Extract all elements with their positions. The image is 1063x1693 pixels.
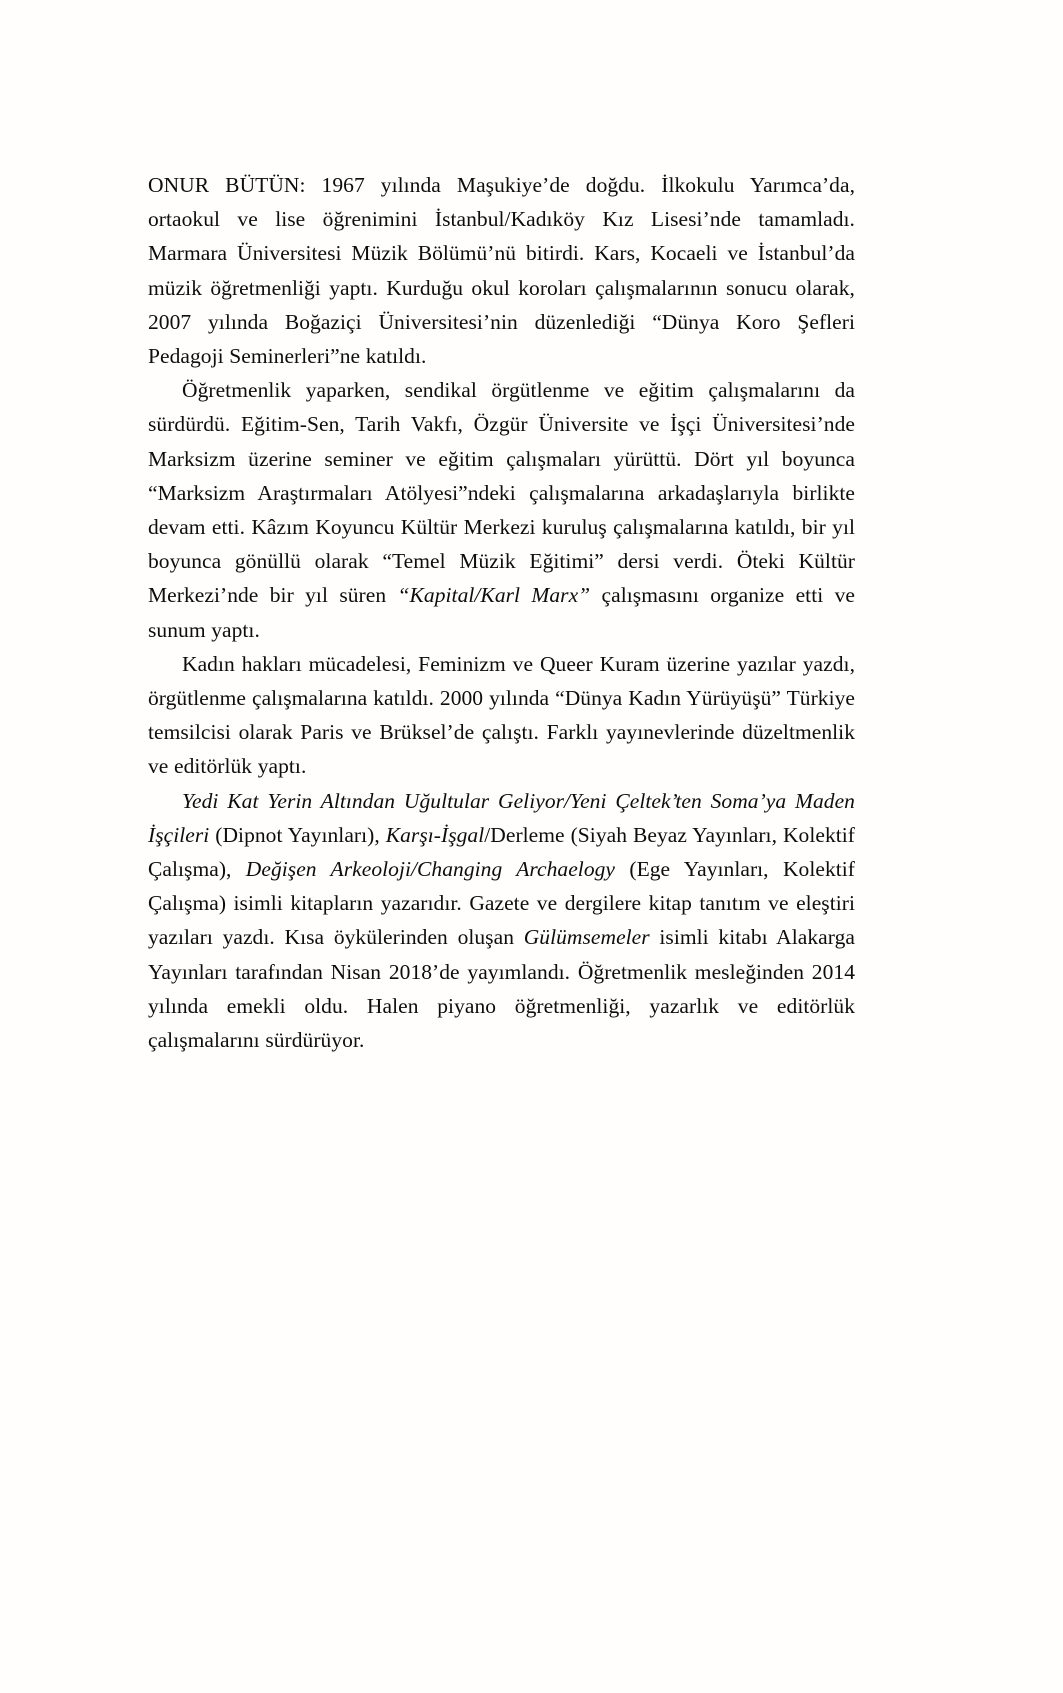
paragraph-womens-rights: [148, 647, 855, 784]
text-run: isimli kitabı Alakarga Yayınları tarafından Nisan 2018’de yayımlandı. Öğretmenlik mesleğinden 2014 yılında emekli oldu. Halen piyano öğretmenliği, yazarlık ve editörlük çalışmalarını sürdürüyor.: [148, 925, 855, 1053]
italic-title-run: Değişen Arkeoloji/Changing Archaelogy: [245, 857, 616, 882]
paragraph-publications: [148, 784, 855, 1058]
paragraph-teaching-activism: [148, 373, 855, 647]
italic-title-run: Yedi Kat Yerin Altından Uğultular Geliyor/Yeni Çeltek’ten Soma’ya Maden İşçileri: [148, 788, 855, 847]
italic-title-run: Gülümsemeler: [523, 925, 650, 950]
text-run: (Ege Yayınları, Kolektif Çalışma) isimli kitapların yazarıdır. Gazete ve dergilere kitap tanıtım ve eleştiri yazıları yazdı. Kısa öykülerinden oluşan: [148, 857, 855, 950]
text-run: Öğretmenlik yaparken, sendikal örgütlenme ve eğitim çalışmalarını da sürdürdü. Eğitim-Sen, Tarih Vakfı, Özgür Üniversite ve İşçi Üniversitesi’nde Marksizm üzerine seminer ve eğitim çalışmaları yürüttü. Dört yıl boyunca “Marksizm Araştırmaları Atölyesi”ndeki çalışmalarına arkadaşlarıyla birlikte devam etti. Kâzım Koyuncu Kültür Merkezi kuruluş çalışmalarına katıldı, bir yıl boyunca gönüllü olarak “Temel Müzik Eğitimi” dersi verdi. Öteki Kültür Merkezi’nde bir yıl süren: [148, 378, 855, 608]
text-run: Kadın hakları mücadelesi, Feminizm ve Queer Kuram üzerine yazılar yazdı, örgütlenme çalışmalarına katıldı. 2000 yılında “Dünya Kadın Yürüyüşü” Türkiye temsilcisi olarak Paris ve Brüksel’de çalıştı. Farklı yayınevlerinde düzeltmenlik ve editörlük yaptı.: [148, 651, 855, 779]
author-biography-text: [148, 168, 855, 1057]
text-run: (Dipnot Yayınları),: [209, 822, 386, 847]
text-run: çalışmasını organize etti ve sunum yaptı.: [148, 583, 855, 642]
text-run: ONUR BÜTÜN: 1967 yılında Maşukiye’de doğdu. İlkokulu Yarımca’da, ortaokul ve lise öğrenimini İstanbul/Kadıköy Kız Lisesi’nde tamamladı. Marmara Üniversitesi Müzik Bölümü’nü bitirdi. Kars, Kocaeli ve İstanbul’da müzik öğretmenliği yaptı. Kurduğu okul koroları çalışmalarının sonucu olarak, 2007 yılında Boğaziçi Üniversitesi’nin düzenlediği “Dünya Koro Şefleri Pedagoji Seminerleri”ne katıldı.: [148, 173, 855, 369]
paragraph-intro: [148, 168, 855, 373]
italic-title-run: Karşı-İşgal: [385, 822, 485, 847]
italic-title-run: “Kapital/Karl Marx”: [397, 583, 591, 608]
text-run: /Derleme (Siyah Beyaz Yayınları, Kolektif Çalışma),: [148, 822, 856, 882]
